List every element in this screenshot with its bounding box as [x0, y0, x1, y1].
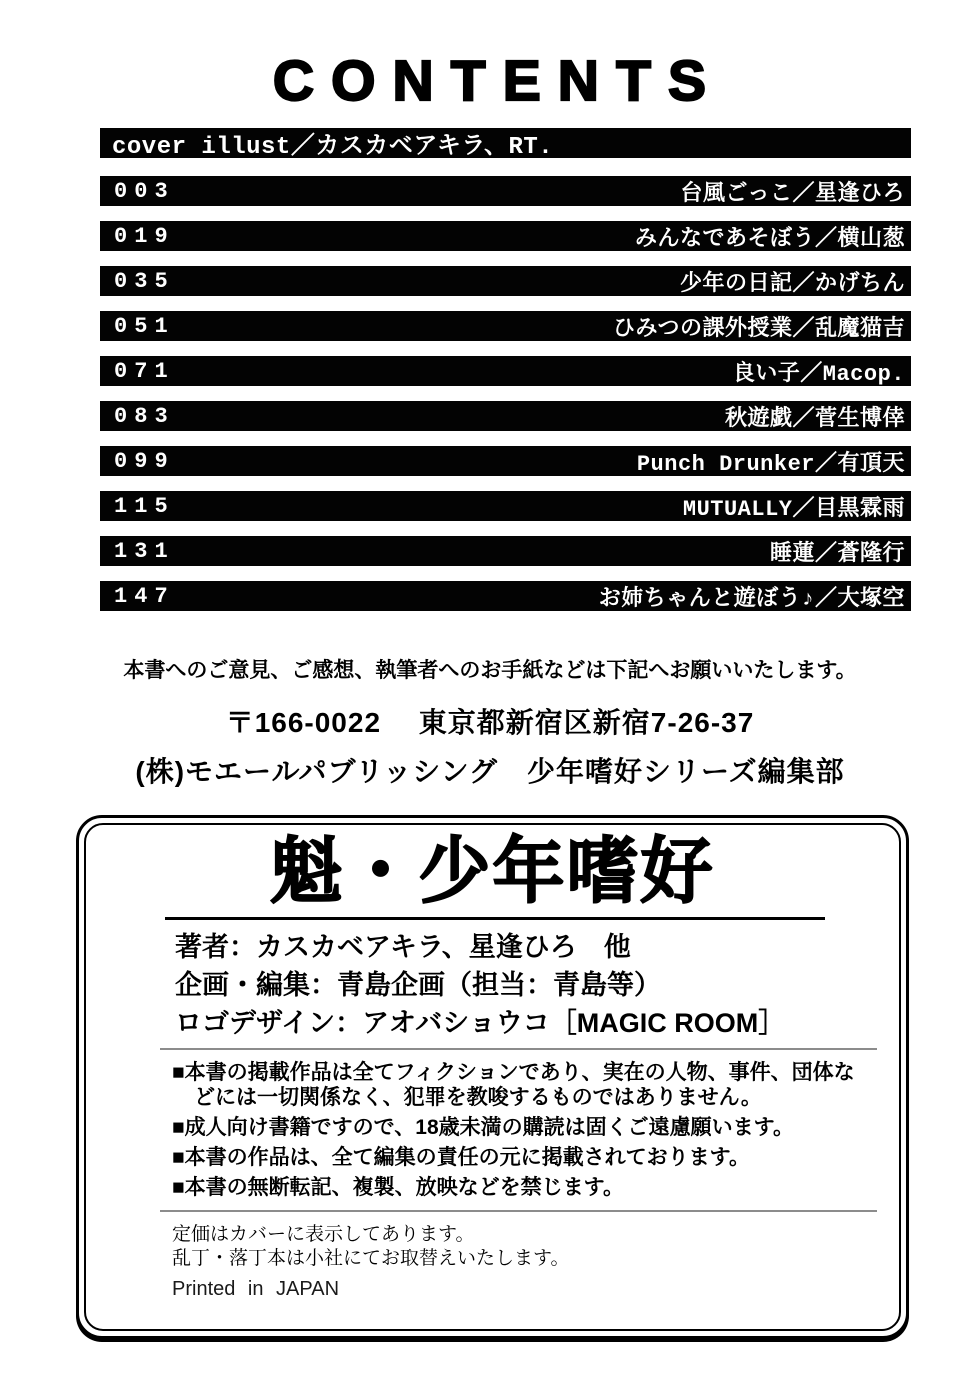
toc-row	[100, 581, 911, 611]
toc-cover-label: cover illust／カスカベアキラ、RT.	[112, 134, 554, 161]
contact-address: 〒166-0022 東京都新宿区新宿7-26-37	[225, 707, 755, 738]
toc-cover-row	[100, 128, 911, 161]
divider-rule	[160, 1048, 877, 1050]
toc-row	[100, 311, 911, 341]
toc-entry-title: 睡蓮／蒼隆行	[769, 541, 905, 567]
toc-row	[100, 491, 911, 521]
credit-logo-design: ロゴデザイン：アオバショウコ［MAGIC ROOM］	[175, 1008, 786, 1038]
toc-page-number: 071	[114, 358, 175, 384]
toc-entry-title: 少年の日記／かげちん	[679, 271, 905, 297]
notice-copyright: ■本書の無断転記、複製、放映などを禁じます。	[172, 1176, 625, 1199]
toc-page-number: 035	[114, 268, 175, 294]
toc-row	[100, 266, 911, 296]
toc-page-number: 147	[114, 583, 175, 609]
printed-in-japan: Printed in JAPAN	[172, 1278, 340, 1300]
toc-entry-title: MUTUALLY／目黒霖雨	[682, 496, 905, 522]
toc-page-number: 083	[114, 403, 175, 429]
defect-note: 乱丁・落丁本は小社にてお取替えいたします。	[172, 1248, 570, 1269]
toc-row	[100, 356, 911, 386]
contact-intro: 本書へのご意見、ご感想、執筆者へのお手紙などは下記へお願いいたします。	[123, 659, 857, 682]
contact-block	[0, 654, 980, 790]
book-title: 魁・少年嗜好	[270, 832, 715, 912]
page-title: CONTENTS	[272, 49, 724, 113]
toc-row	[100, 401, 911, 431]
toc-row	[100, 536, 911, 566]
colophon-inner-frame	[84, 823, 901, 1331]
credits-block	[175, 934, 899, 1037]
toc-entry-title: みんなであそぼう／横山葱	[634, 226, 905, 252]
colophon-box	[76, 815, 909, 1339]
notice-responsibility: ■本書の作品は、全て編集の責任の元に掲載されております。	[172, 1146, 751, 1169]
contact-publisher: (株)モエールパブリッシング 少年嗜好シリーズ編集部	[135, 756, 845, 787]
toc-page-number: 115	[114, 493, 175, 519]
toc-entry-title: お姉ちゃんと遊ぼう♪／大塚空	[598, 586, 905, 612]
toc-entry-title: 台風ごっこ／星逢ひろ	[680, 181, 905, 207]
toc-row	[100, 176, 911, 206]
toc-list	[100, 128, 911, 626]
notices-block	[172, 1060, 873, 1200]
toc-row	[100, 446, 911, 476]
toc-entry-title: ひみつの課外授業／乱魔猫吉	[612, 316, 905, 342]
smallprint-block	[172, 1224, 899, 1270]
toc-page-number: 099	[114, 448, 175, 474]
divider-rule	[160, 1210, 877, 1212]
toc-entry-title: 良い子／Macop.	[732, 361, 905, 387]
toc-page-number: 003	[114, 178, 175, 204]
toc-entry-title: 秋遊戯／菅生博倖	[724, 406, 905, 432]
credit-author: 著者：カスカベアキラ、星逢ひろ 他	[175, 932, 631, 962]
toc-entry-title: Punch Drunker／有頂天	[636, 451, 905, 477]
notice-adult: ■成人向け書籍ですので、18歳未満の購読は固くご遠慮願います。	[172, 1116, 794, 1139]
toc-row	[100, 221, 911, 251]
price-note: 定価はカバーに表示してあります。	[172, 1224, 475, 1245]
toc-page-number: 131	[114, 538, 175, 564]
title-underline	[165, 917, 825, 920]
credit-editing: 企画・編集：青島企画（担当：青島等）	[175, 970, 661, 1000]
toc-page-number: 051	[114, 313, 175, 339]
toc-page-number: 019	[114, 223, 175, 249]
notice-fiction: ■本書の掲載作品は全てフィクションであり、実在の人物、事件、団体などには一切関係なく、犯罪を教唆するものではありません。	[172, 1061, 855, 1109]
